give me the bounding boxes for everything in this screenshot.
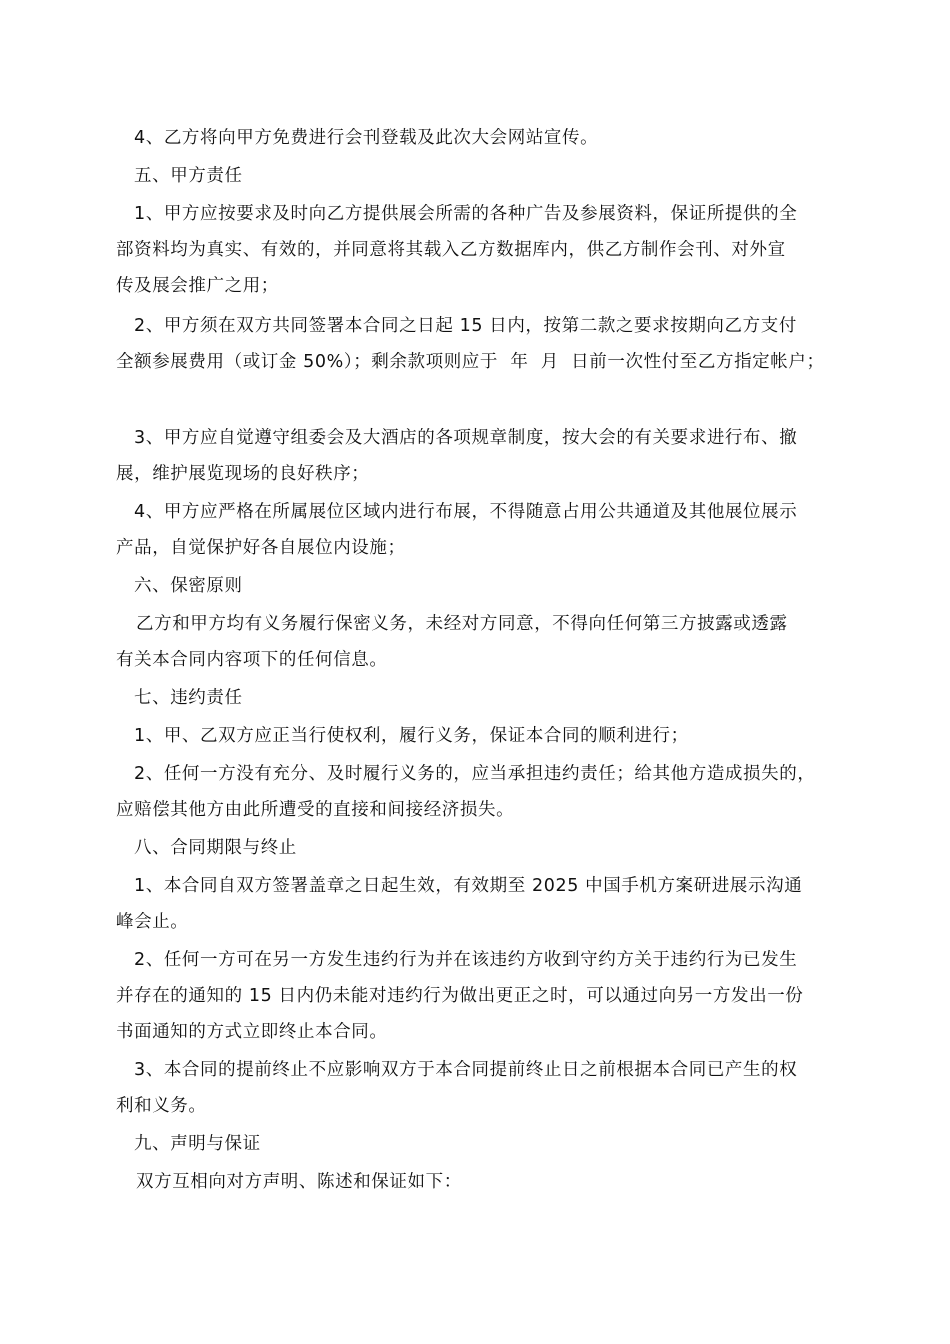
section-heading-6 [116, 568, 844, 604]
party-a-duty-3 [116, 420, 844, 492]
confidentiality-clause [116, 606, 844, 678]
text-line: 有关本合同内容项下的任何信息。 [116, 650, 388, 670]
text-line: 传及展会推广之用； [116, 276, 279, 296]
text-line: 4、甲方应严格在所属展位区域内进行布展，不得随意占用公共通道及其他展位展示 [134, 502, 798, 522]
text-line: 部资料均为真实、有效的，并同意将其载入乙方数据库内，供乙方制作会刊、对外宣 [116, 240, 786, 260]
text-line: 3、甲方应自觉遵守组委会及大酒店的各项规章制度，按大会的有关要求进行布、撤 [134, 428, 798, 448]
text-line: 八、合同期限与终止 [134, 838, 297, 858]
section-heading-8 [116, 830, 844, 866]
text-line: 峰会止。 [116, 912, 189, 932]
section-heading-7 [116, 680, 844, 716]
text-line: 全额参展费用（或订金 50%）；剩余款项则应于 年 月 日前一次性付至乙方指定帐户； [116, 352, 825, 372]
representations-intro [116, 1164, 844, 1200]
party-a-duty-1 [116, 196, 844, 304]
section-heading-9 [116, 1126, 844, 1162]
text-line: 双方互相向对方声明、陈述和保证如下： [136, 1172, 462, 1192]
text-line: 九、声明与保证 [134, 1134, 261, 1154]
term-clause-2 [116, 942, 844, 1050]
text-line: 七、违约责任 [134, 688, 243, 708]
text-line: 五、甲方责任 [134, 166, 243, 186]
text-line: 4、乙方将向甲方免费进行会刊登载及此次大会网站宣传。 [134, 128, 599, 148]
text-line: 产品，自觉保护好各自展位内设施； [116, 538, 406, 558]
breach-clause-2 [116, 756, 844, 828]
text-line: 应赔偿其他方由此所遭受的直接和间接经济损失。 [116, 800, 515, 820]
term-clause-1 [116, 868, 844, 940]
text-line: 1、本合同自双方签署盖章之日起生效，有效期至 2025 中国手机方案研进展示沟通 [134, 876, 803, 896]
term-clause-3 [116, 1052, 844, 1124]
text-line: 2、任何一方没有充分、及时履行义务的，应当承担违约责任；给其他方造成损失的， [134, 764, 816, 784]
text-line: 2、任何一方可在另一方发生违约行为并在该违约方收到守约方关于违约行为已发生 [134, 950, 798, 970]
text-line: 书面通知的方式立即终止本合同。 [116, 1022, 388, 1042]
text-line: 六、保密原则 [134, 576, 243, 596]
text-line: 利和义务。 [116, 1096, 207, 1116]
text-line: 2、甲方须在双方共同签署本合同之日起 15 日内，按第二款之要求按期向乙方支付 [134, 316, 797, 336]
text-line: 展，维护展览现场的良好秩序； [116, 464, 370, 484]
text-line: 3、本合同的提前终止不应影响双方于本合同提前终止日之前根据本合同已产生的权 [134, 1060, 798, 1080]
party-a-duty-4 [116, 494, 844, 566]
party-a-duty-2 [116, 308, 844, 380]
section-heading-5 [116, 158, 844, 194]
text-line: 1、甲、乙双方应正当行使权利，履行义务，保证本合同的顺利进行； [134, 726, 689, 746]
text-line: 乙方和甲方均有义务履行保密义务，未经对方同意，不得向任何第三方披露或透露 [136, 614, 788, 634]
text-line: 并存在的通知的 15 日内仍未能对违约行为做出更正之时，可以通过向另一方发出一份 [116, 986, 804, 1006]
text-line: 1、甲方应按要求及时向乙方提供展会所需的各种广告及参展资料，保证所提供的全 [134, 204, 798, 224]
breach-clause-1 [116, 718, 844, 754]
clause-5-item-4 [116, 120, 844, 156]
